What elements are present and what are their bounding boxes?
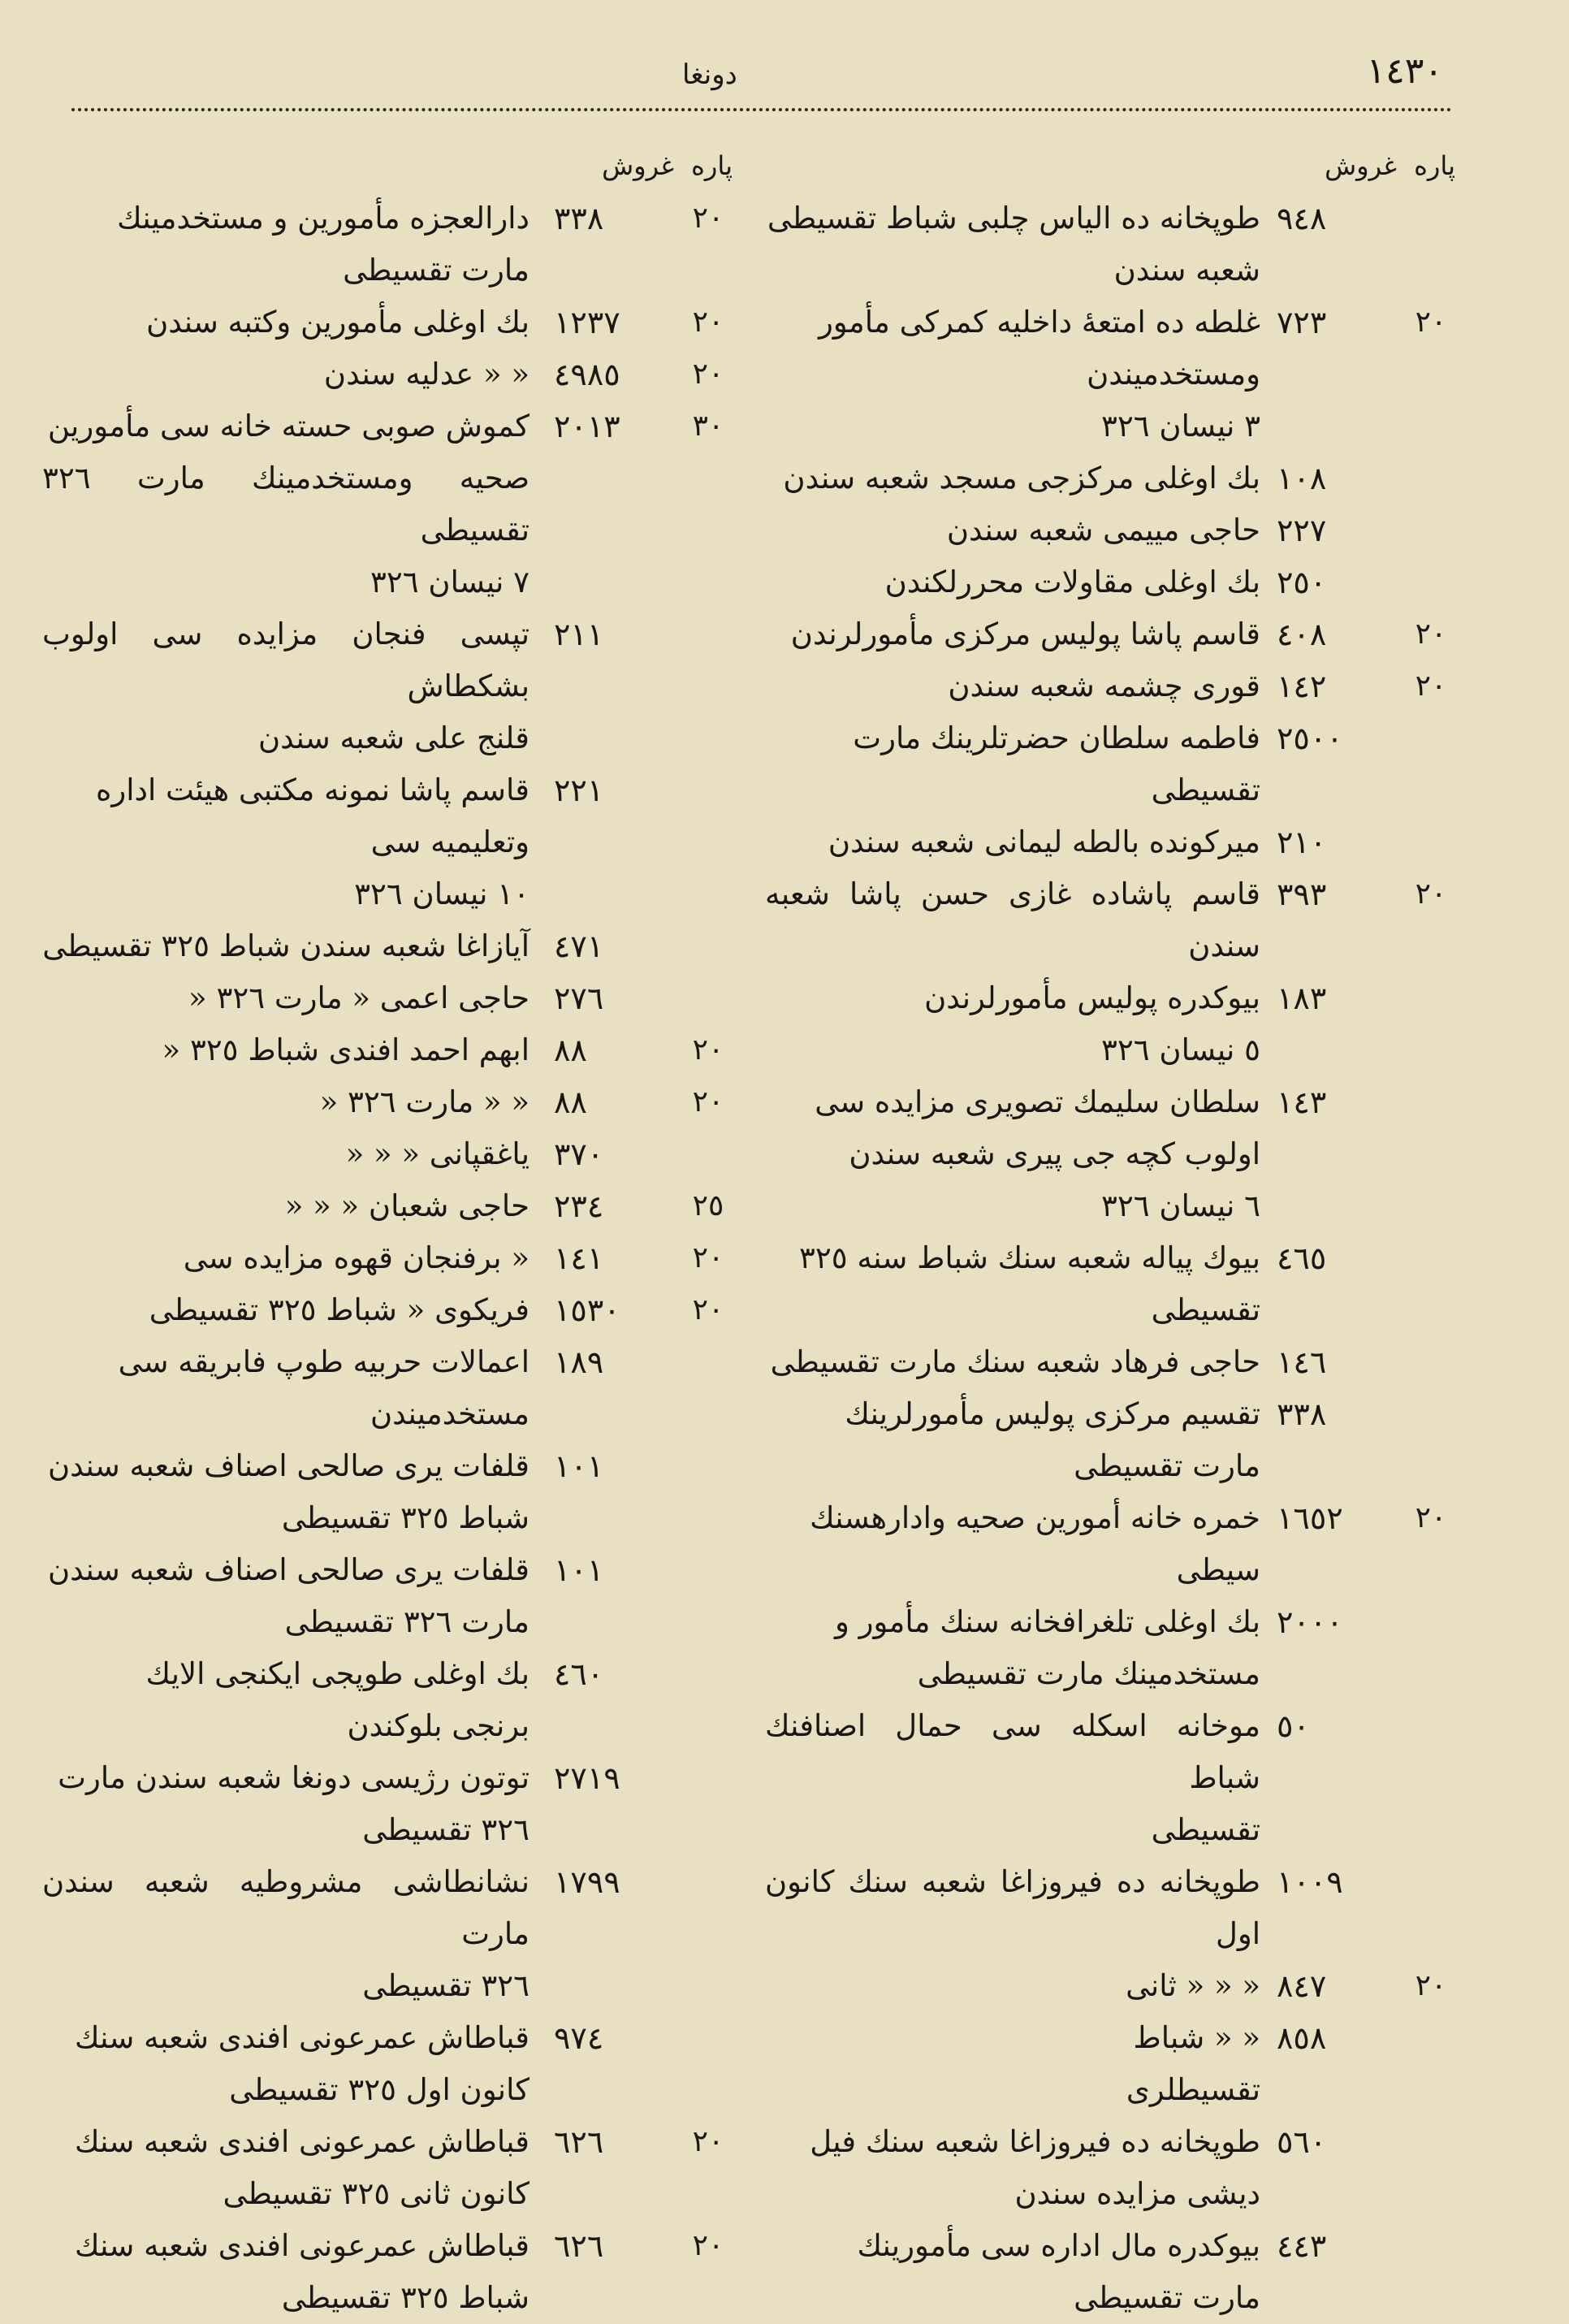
entry-description: قلفات یری صالحی اصناف شعبه سندن شباط ٣٢٥ تقسیطی xyxy=(47,1448,529,1535)
entry-description: موخانه اسکله سی حمال اصنافنك شباط تقسیطی xyxy=(765,1708,1260,1847)
entry-ghurush: ١٥٣٠ xyxy=(554,1292,620,1328)
right-entries xyxy=(765,193,1455,2324)
entry-ghurush: ٤٦٠ xyxy=(554,1656,604,1692)
entry-ghurush: ٤٤٣ xyxy=(1277,2228,1327,2264)
entry-description: فاطمه سلطان حضرتلرینك مارت تقسیطی xyxy=(853,721,1260,807)
entry-description: تپسی فنجان مزایده سی اولوب بشکطاش قلنج علی شعبه سندن xyxy=(42,617,529,755)
ledger-entry xyxy=(42,1440,733,1544)
ledger-entry xyxy=(765,972,1455,1076)
entry-para: ٢٠ xyxy=(692,201,724,235)
entry-ghurush: ٢٠٠٠ xyxy=(1277,1604,1343,1640)
ledger-entry xyxy=(42,764,733,920)
entry-description: قوری چشمه شعبه سندن xyxy=(948,669,1260,703)
ghurush-header: غروش xyxy=(602,150,674,181)
ledger-entry xyxy=(765,296,1455,452)
entry-ghurush: ١٢٣٧ xyxy=(554,305,620,340)
ledger-entry xyxy=(42,608,733,764)
ledger-entry xyxy=(42,296,733,348)
page-title: دونغا xyxy=(682,58,737,91)
entry-description: یاغقپانی « « « xyxy=(345,1136,529,1171)
entry-ghurush: ٧٢٣ xyxy=(1277,305,1327,340)
entry-description: قاسم پاشاده غازی حسن پاشا شعبه سندن xyxy=(765,876,1260,963)
entry-ghurush: ٢٥٠ xyxy=(1277,565,1327,600)
entry-description: بك اوغلی مرکزجی مسجد شعبه سندن xyxy=(783,461,1260,496)
ledger-entry xyxy=(765,1856,1455,1960)
ledger-entry xyxy=(765,1232,1455,1336)
entry-description: قباطاش عمرعونی افندی شعبه سنك شباط ٣٢٥ تقسیطی xyxy=(75,2228,529,2315)
entry-para: ٢٠ xyxy=(1415,305,1447,339)
entry-description: فریکوی « شباط ٣٢٥ تقسیطی xyxy=(149,1292,529,1327)
ledger-entry xyxy=(42,400,733,608)
entry-ghurush: ٤٦٥ xyxy=(1277,1240,1327,1276)
para-header: پاره xyxy=(1414,150,1455,181)
entry-para: ٢٠ xyxy=(1415,669,1447,703)
entry-description: غلطه ده امتعهٔ داخلیه کمرکی مأمور ومستخدمیندن ٣ نیسان ٣٢٦ xyxy=(818,305,1260,444)
ledger-entry xyxy=(42,348,733,400)
entry-description: کموش صوبی حسته خانه سی مأمورین صحیه ومستخدمینك مارت ٣٢٦ تقسیطی ٧ نیسان ٣٢٦ xyxy=(42,409,529,599)
entry-description: « « شباط تقسیطلری xyxy=(1126,2020,1260,2107)
ledger-entry xyxy=(42,1648,733,1752)
ledger-entry xyxy=(765,1596,1455,1700)
entry-description: بك اوغلی طوپجی ایکنجی الایك برنجی بلوکندن xyxy=(145,1656,529,1743)
entry-description: دارالعجزه مأمورین و مستخدمینك مارت تقسیطی xyxy=(117,201,529,288)
entry-ghurush: ١٠١ xyxy=(554,1552,604,1588)
entry-description: حاجی فرهاد شعبه سنك مارت تقسیطی xyxy=(770,1344,1260,1379)
ledger-entry xyxy=(765,816,1455,868)
entry-description: بك اوغلی تلغرافخانه سنك مأمور و مستخدمینك مارت تقسیطی xyxy=(834,1604,1260,1691)
entry-ghurush: ٣٧٠ xyxy=(554,1136,604,1172)
ledger-entry xyxy=(42,1284,733,1336)
entry-ghurush: ١٠١ xyxy=(554,1448,604,1484)
entry-para: ٢٠ xyxy=(1415,617,1447,651)
entry-ghurush: ٨٥٨ xyxy=(1277,2020,1327,2056)
entry-description: « « عدلیه سندن xyxy=(323,357,529,392)
entry-ghurush: ٢٥٠٠ xyxy=(1277,721,1343,756)
entry-description: طوپخانه ده الیاس چلبی شباط تقسیطی شعبه سندن xyxy=(767,201,1260,288)
entry-para: ٢٠ xyxy=(692,305,724,339)
entry-ghurush: ٨٤٧ xyxy=(1277,1968,1327,2004)
entry-para: ٢٠ xyxy=(1415,1501,1447,1534)
entry-description: طوپخانه ده فیروزاغا شعبه سنك فیل دیشی مزایده سندن xyxy=(810,2124,1260,2211)
entry-ghurush: ٥٠ xyxy=(1277,1708,1310,1744)
entry-ghurush: ٣٣٨ xyxy=(1277,1396,1327,1432)
entry-ghurush: ٣٣٨ xyxy=(554,201,604,236)
entry-ghurush: ١٠٨ xyxy=(1277,461,1327,496)
ledger-entry xyxy=(42,193,733,296)
entry-ghurush: ٩٤٨ xyxy=(1277,201,1327,236)
entry-ghurush: ٦٢٦ xyxy=(554,2124,604,2160)
ledger-entry xyxy=(42,1024,733,1076)
ledger-entry xyxy=(765,712,1455,816)
entry-para: ٢٠ xyxy=(692,1033,724,1067)
ledger-entry xyxy=(42,1856,733,2012)
entry-para: ٢٠ xyxy=(692,357,724,391)
entry-description: حاجی مییمی شعبه سندن xyxy=(946,513,1260,547)
ledger-entry xyxy=(765,504,1455,556)
entry-ghurush: ١٤٢ xyxy=(1277,669,1327,704)
ledger-entry xyxy=(765,1336,1455,1388)
column-header xyxy=(42,150,733,193)
entry-description: میرکونده بالطه لیمانی شعبه سندن xyxy=(828,824,1260,859)
ledger-entry xyxy=(42,1752,733,1856)
entry-ghurush: ١٤١ xyxy=(554,1240,604,1276)
entry-description: آیازاغا شعبه سندن شباط ٣٢٥ تقسیطی xyxy=(42,928,529,963)
entry-description: بیوکدره پولیس مأمورلرندن ٥ نیسان ٣٢٦ xyxy=(924,980,1260,1067)
entry-para: ٢٠ xyxy=(692,1241,724,1275)
entry-ghurush: ١٤٦ xyxy=(1277,1344,1327,1380)
entry-ghurush: ٤٩٨٥ xyxy=(554,357,620,392)
ledger-entry xyxy=(765,1388,1455,1492)
ledger-entry xyxy=(765,1960,1455,2012)
entry-description: خمره خانه أمورین صحیه وادارهسنك سیطی xyxy=(810,1500,1260,1587)
entry-ghurush: ٢١٠ xyxy=(1277,824,1327,860)
entry-ghurush: ٤٧١ xyxy=(554,928,604,964)
ledger-entry xyxy=(42,1336,733,1440)
header-divider xyxy=(71,108,1452,111)
ledger-entry xyxy=(765,2220,1455,2324)
right-column xyxy=(765,150,1455,2315)
ledger-entry xyxy=(42,2012,733,2116)
entry-ghurush: ٢٢٧ xyxy=(1277,513,1327,548)
entry-ghurush: ٢٧١٩ xyxy=(554,1760,620,1796)
entry-ghurush: ١٠٠٩ xyxy=(1277,1864,1343,1900)
entry-description: ابهم احمد افندی شباط ٣٢٥ « xyxy=(162,1032,529,1067)
ledger-entry xyxy=(42,1544,733,1648)
entry-ghurush: ٢٣٤ xyxy=(554,1188,604,1224)
ghurush-header: غروش xyxy=(1325,150,1397,181)
entry-ghurush: ٢٢١ xyxy=(554,773,604,808)
entry-para: ٢٥ xyxy=(692,1189,724,1223)
entry-description: حاجی اعمی « مارت ٣٢٦ « xyxy=(188,980,529,1015)
entry-description: بك اوغلی مقاولات محررلکندن xyxy=(884,565,1260,599)
entry-para: ٢٠ xyxy=(1415,877,1447,911)
entry-description: نشانطاشی مشروطیه شعبه سندن مارت ٣٢٦ تقسیطی xyxy=(42,1864,529,2003)
ledger-entry xyxy=(42,1076,733,1128)
entry-description: توتون رژیسی دونغا شعبه سندن مارت ٣٢٦ تقسیطی xyxy=(58,1760,529,1847)
entry-description: حاجی شعبان « « « xyxy=(284,1188,529,1223)
entry-description: قاسم پاشا نمونه مکتبی هیئت اداره وتعلیمیه سی ١٠ نیسان ٣٢٦ xyxy=(95,773,529,911)
entry-ghurush: ١٦٥٢ xyxy=(1277,1500,1343,1536)
ledger-entry xyxy=(765,2012,1455,2116)
entry-para: ٣٠ xyxy=(692,409,724,443)
entry-description: بیوکدره مال اداره سی مأمورینك مارت تقسیطی xyxy=(857,2228,1260,2315)
entry-ghurush: ١٨٩ xyxy=(554,1344,604,1380)
entry-description: بك اوغلی مأمورین وکتبه سندن xyxy=(146,305,529,340)
ledger-entry xyxy=(765,660,1455,712)
entry-description: « « « ثانی xyxy=(1126,1968,1260,2003)
ledger-entry xyxy=(765,2116,1455,2220)
entry-ghurush: ٢١١ xyxy=(554,617,604,652)
entry-ghurush: ٢٧٦ xyxy=(554,980,604,1016)
entry-description: « برفنجان قهوه مزایده سی xyxy=(183,1240,529,1275)
ledger-entry xyxy=(42,1180,733,1232)
entry-ghurush: ٢٠١٣ xyxy=(554,409,620,444)
ledger-entry xyxy=(42,972,733,1024)
ledger-entry xyxy=(765,556,1455,608)
entry-description: اعمالات حربیه طوپ فابریقه سی مستخدمیندن xyxy=(118,1344,529,1431)
entry-ghurush: ١٨٣ xyxy=(1277,980,1327,1016)
entry-para: ٢٠ xyxy=(692,1293,724,1326)
entry-ghurush: ٣٩٣ xyxy=(1277,876,1327,912)
ledger-entry xyxy=(42,1128,733,1180)
entry-ghurush: ٨٨ xyxy=(554,1084,587,1120)
ledger-entry xyxy=(42,920,733,972)
entry-para: ٢٠ xyxy=(1415,1969,1447,2002)
entry-para: ٢٠ xyxy=(692,2229,724,2262)
entry-description: طوپخانه ده فیروزاغا شعبه سنك کانون اول xyxy=(765,1864,1260,1951)
entry-description: قاسم پاشا پولیس مرکزی مأمورلرندن xyxy=(790,617,1260,651)
page-number: ١٤٣٠ xyxy=(1366,50,1443,92)
left-column xyxy=(42,150,733,2315)
ledger-entry xyxy=(42,2116,733,2220)
entry-description: سلطان سلیمك تصویری مزایده سی اولوب کچه جی پیری شعبه سندن ٦ نیسان ٣٢٦ xyxy=(815,1084,1260,1223)
entry-ghurush: ١٧٩٩ xyxy=(554,1864,620,1900)
entry-description: قلفات یری صالحی اصناف شعبه سندن مارت ٣٢٦ تقسیطی xyxy=(47,1552,529,1639)
left-entries xyxy=(42,193,733,2324)
ledger-entry xyxy=(765,1700,1455,1856)
entry-para: ٢٠ xyxy=(692,1085,724,1119)
entry-ghurush: ٨٨ xyxy=(554,1032,587,1068)
ledger-entry xyxy=(765,452,1455,504)
ledger-entry xyxy=(765,1492,1455,1596)
ledger-entry xyxy=(765,868,1455,972)
entry-para: ٢٠ xyxy=(692,2125,724,2158)
entry-description: قباطاش عمرعونی افندی شعبه سنك کانون اول ٣٢٥ تقسیطی xyxy=(75,2020,529,2107)
ledger-entry xyxy=(42,1232,733,1284)
entry-ghurush: ٥٦٠ xyxy=(1277,2124,1327,2160)
entry-ghurush: ٩٧٤ xyxy=(554,2020,604,2056)
ledger-entry xyxy=(765,608,1455,660)
ledger-entry xyxy=(42,2220,733,2324)
entry-description: « « مارت ٣٢٦ « xyxy=(319,1084,529,1119)
entry-description: تقسیم مرکزی پولیس مأمورلرینك مارت تقسیطی xyxy=(845,1396,1260,1483)
entry-ghurush: ٤٠٨ xyxy=(1277,617,1327,652)
entry-ghurush: ٦٢٦ xyxy=(554,2228,604,2264)
ledger-entry xyxy=(765,193,1455,296)
para-header: پاره xyxy=(691,150,733,181)
entry-description: بیوك پیاله شعبه سنك شباط سنه ٣٢٥ تقسیطی xyxy=(799,1240,1260,1327)
entry-ghurush: ١٤٣ xyxy=(1277,1084,1327,1120)
column-header xyxy=(765,150,1455,193)
ledger-entry xyxy=(765,1076,1455,1232)
entry-description: قباطاش عمرعونی افندی شعبه سنك کانون ثانی ٣٢٥ تقسیطی xyxy=(75,2124,529,2211)
